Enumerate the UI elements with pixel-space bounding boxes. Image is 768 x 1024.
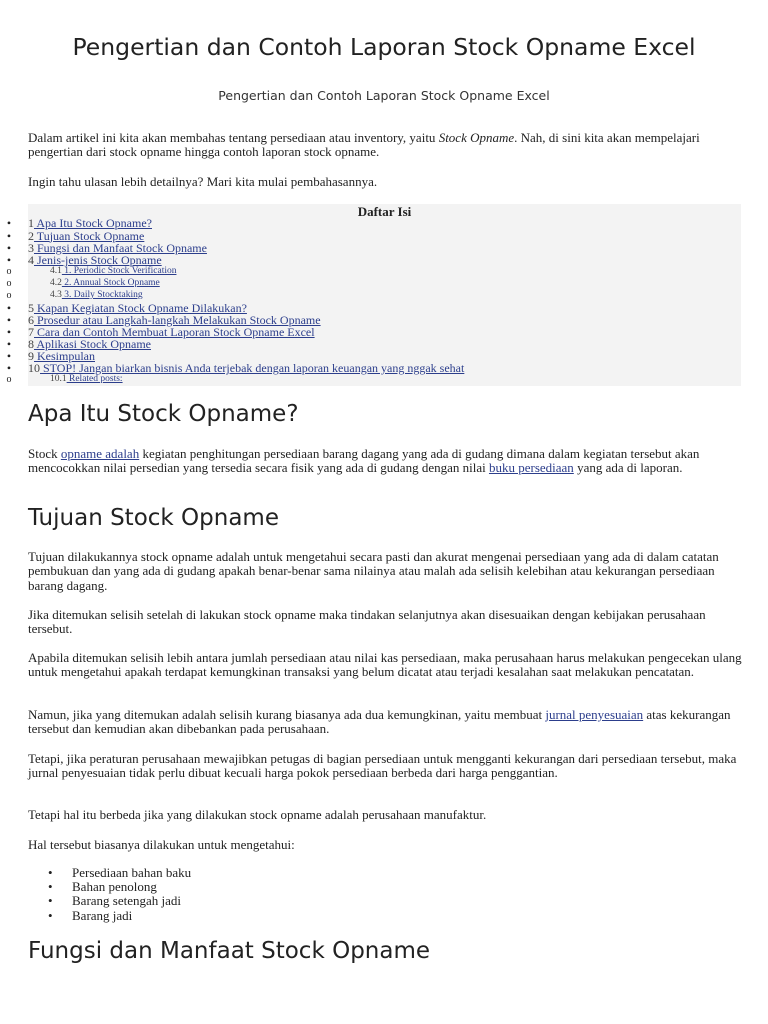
toc-link[interactable]: STOP! Jangan biarkan bisnis Anda terjebak dengan laporan keuangan yang nggak sehat — [40, 361, 465, 375]
toc-subitem[interactable]: o 4.2 2. Annual Stock Opname — [6, 278, 160, 289]
toc-item[interactable]: • 9 Kesimpulan — [6, 349, 95, 363]
section-paragraph: Hal tersebut biasanya dilakukan untuk mengetahui: — [28, 837, 295, 852]
toc-link[interactable]: Prosedur atau Langkah-langkah Melakukan Stock Opname — [34, 313, 321, 327]
intro-paragraph: Dalam artikel ini kita akan membahas tentang persediaan atau inventory, yaitu Stock Opname. Nah, di sini kita akan mempelajari pengertian dari stock opname hingga contoh laporan stock opname. — [28, 130, 700, 160]
toc-item[interactable]: • 4 Jenis-jenis Stock Opname — [6, 253, 162, 267]
toc-link[interactable]: 3. Daily Stocktaking — [61, 290, 143, 300]
page-subtitle: Pengertian dan Contoh Laporan Stock Opname Excel — [218, 88, 550, 103]
toc-item[interactable]: • 7 Cara dan Contoh Membuat Laporan Stock Opname Excel — [6, 325, 315, 339]
toc-link[interactable]: Kesimpulan — [34, 349, 95, 363]
toc-link[interactable]: Tujuan Stock Opname — [34, 228, 145, 243]
toc-item[interactable]: • 10 STOP! Jangan biarkan bisnis Anda terjebak dengan laporan keuangan yang nggak sehat — [6, 361, 465, 375]
toc-item[interactable]: • 2 Tujuan Stock Opname — [6, 228, 145, 243]
section-heading: Tujuan Stock Opname — [28, 505, 279, 531]
toc-item[interactable]: • 8 Aplikasi Stock Opname — [6, 337, 151, 351]
toc-link[interactable]: Aplikasi Stock Opname — [34, 337, 151, 351]
section-paragraph: Tujuan dilakukannya stock opname adalah untuk mengetahui secara pasti dan akurat mengenai persediaan yang ada di dalam catatan pembukuan dan yang ada di gudang apakah benar-benar sama nilainya atau malah ada selisih kelebihan atau kekurangan persediaan barang dagang. — [28, 549, 719, 593]
toc-link[interactable]: Jenis-jenis Stock Opname — [34, 253, 162, 267]
section-heading: Fungsi dan Manfaat Stock Opname — [28, 938, 431, 964]
toc-subitem[interactable]: o 10.1 Related posts: — [6, 374, 123, 385]
toc-link[interactable]: 1. Periodic Stock Verification — [61, 266, 177, 276]
toc-link[interactable]: Apa Itu Stock Opname? — [34, 216, 152, 230]
toc-link[interactable]: Cara dan Contoh Membuat Laporan Stock Opname Excel — [34, 325, 315, 339]
section-heading: Apa Itu Stock Opname? — [28, 401, 299, 427]
link-buku-persediaan[interactable]: buku persediaan — [488, 460, 574, 476]
section-paragraph: Stock opname adalah kegiatan penghitungan persediaan barang dagang yang ada di gudang dimana dalam kegiatan tersebut akan mencocokkan nilai persedian yang tersedia secara fisik yang ada di gudang dengan nilai buku persediaan yang ada di laporan. — [28, 446, 700, 476]
section-paragraph: Tetapi hal itu berbeda jika yang dilakukan stock opname adalah perusahaan manufaktur. — [28, 807, 487, 822]
toc-item[interactable]: • 1 Apa Itu Stock Opname? — [6, 216, 152, 230]
toc-item[interactable]: • 5 Kapan Kegiatan Stock Opname Dilakukan? — [6, 301, 247, 315]
list-item: • Barang jadi — [48, 907, 133, 923]
toc-item[interactable]: • 3 Fungsi dan Manfaat Stock Opname — [6, 241, 207, 255]
link-opname-adalah[interactable]: opname adalah — [60, 446, 140, 461]
toc-link[interactable]: 2. Annual Stock Opname — [61, 278, 160, 288]
toc-link[interactable]: Kapan Kegiatan Stock Opname Dilakukan? — [34, 301, 247, 315]
toc-link[interactable]: Fungsi dan Manfaat Stock Opname — [34, 241, 207, 255]
section-paragraph: Tetapi, jika peraturan perusahaan mewajibkan petugas di bagian persediaan untuk mengganti kekurangan dari persediaan tersebut, maka jurnal penyesuaian tidak perlu dibuat kecuali harga pokok persediaan berbeda dari harga penggantian. — [28, 751, 737, 781]
table-of-contents — [6, 204, 741, 386]
section-paragraph: Namun, jika yang ditemukan adalah selisih kurang biasanya ada dua kemungkinan, yaitu membuat jurnal penyesuaian atas kekurangan tersebut dan kemudian akan dibebankan pada perusahaan. — [28, 707, 731, 737]
list-item: • Barang setengah jadi — [48, 893, 182, 909]
bullet-list — [28, 866, 191, 923]
toc-title: Daftar Isi — [357, 204, 412, 219]
page-title: Pengertian dan Contoh Laporan Stock Opname Excel — [72, 33, 696, 61]
toc-item[interactable]: • 6 Prosedur atau Langkah-langkah Melakukan Stock Opname — [6, 313, 321, 327]
link-jurnal-penyesuaian[interactable]: jurnal penyesuaian — [545, 707, 644, 722]
list-item: • Bahan penolong — [48, 879, 157, 895]
intro-paragraph-2: Ingin tahu ulasan lebih detailnya? Mari kita mulai pembahasannya. — [28, 174, 378, 189]
section-paragraph: Jika ditemukan selisih setelah di lakukan stock opname maka tindakan selanjutnya akan disesuaikan dengan kebijakan perusahaan tersebut. — [28, 607, 706, 637]
toc-subitem[interactable]: o 4.3 3. Daily Stocktaking — [6, 290, 143, 301]
toc-link[interactable]: Related posts: — [66, 374, 123, 384]
list-item: • Persediaan bahan baku — [48, 865, 192, 880]
section-paragraph: Apabila ditemukan selisih lebih antara jumlah persediaan atau nilai kas persediaan, maka perusahaan harus melakukan pengecekan ulang untuk mengetahui apakah terdapat kemungkinan transaksi yang belum dicatat atau terjadi kesalahan saat melakukan pencatatan. — [28, 650, 742, 680]
toc-subitem[interactable]: o 4.1 1. Periodic Stock Verification — [6, 266, 177, 277]
